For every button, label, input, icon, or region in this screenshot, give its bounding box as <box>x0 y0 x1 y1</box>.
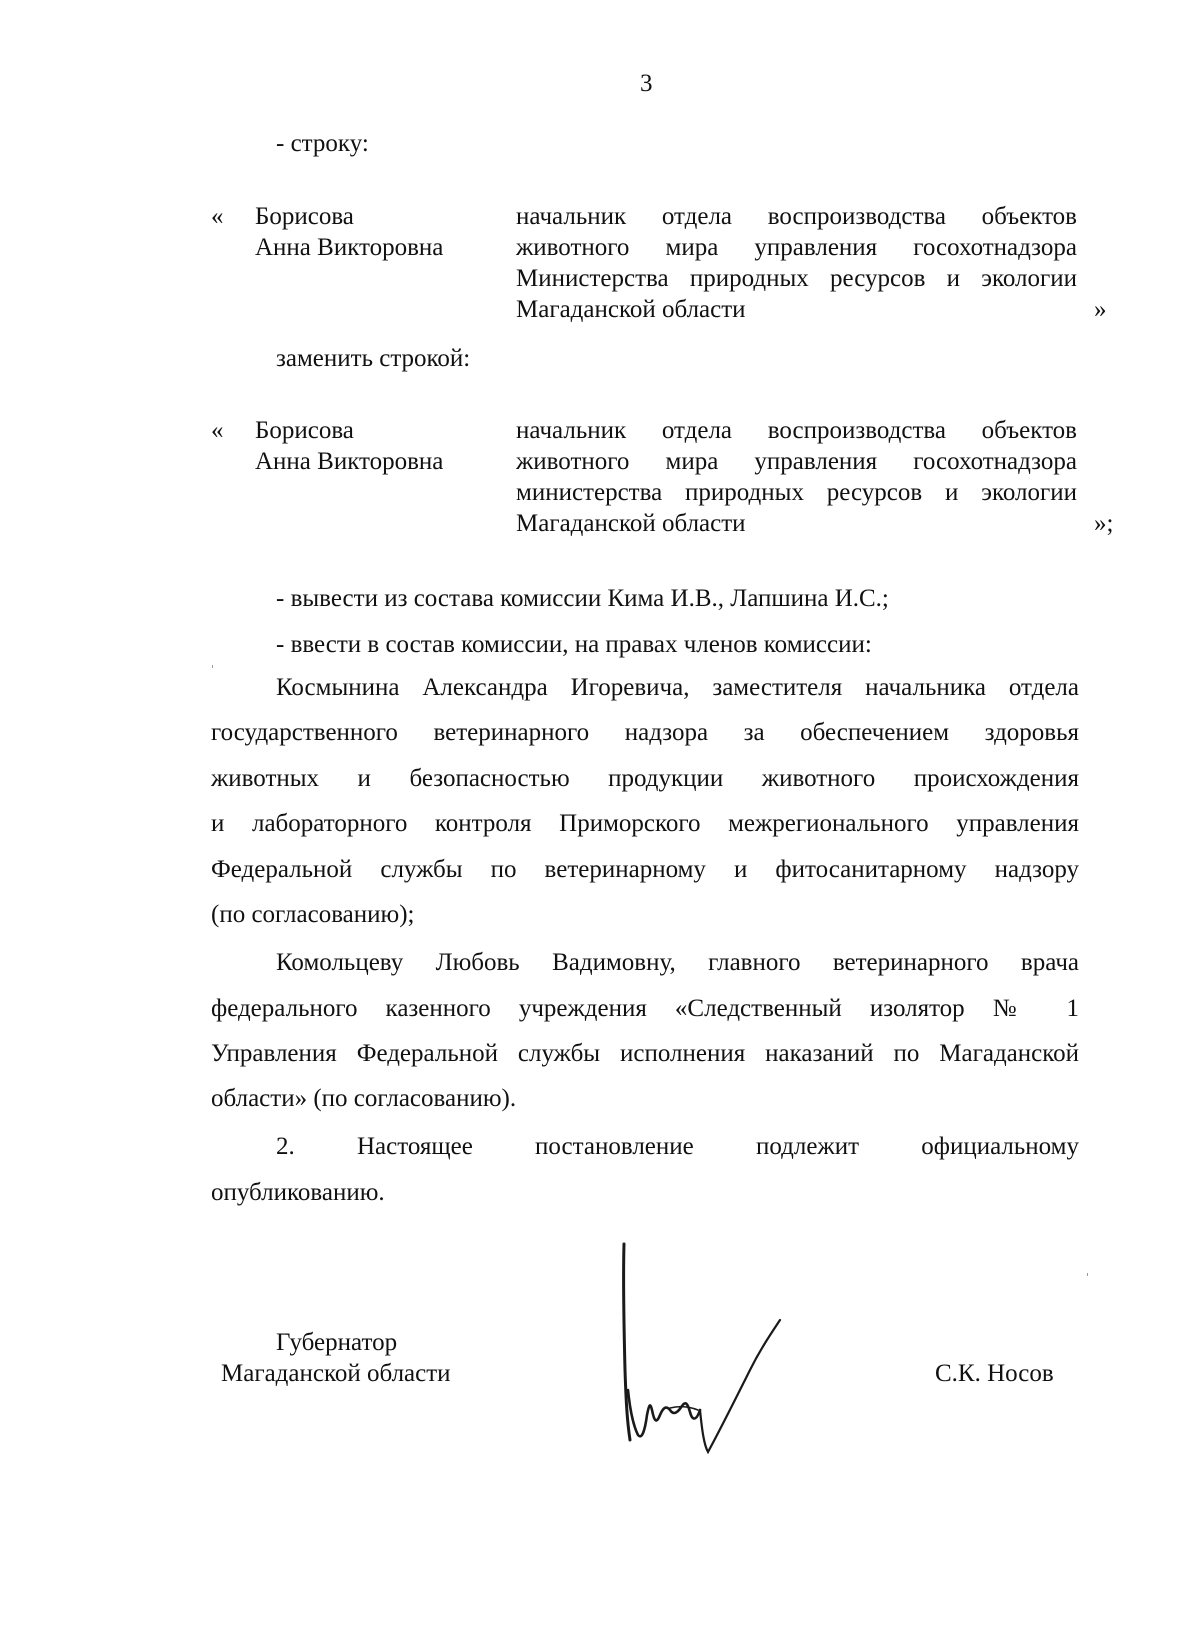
open-quote: « <box>211 203 224 230</box>
signatory-region: Магаданской области <box>221 1360 451 1387</box>
paragraph-first-line: Космынина Александра Игоревича, заместителя начальника отдела <box>276 674 1079 701</box>
signatory-name: С.К. Носов <box>935 1360 1054 1387</box>
entry-surname: Борисова <box>255 417 354 444</box>
scan-speck <box>212 665 213 668</box>
position-line: Министерства природных ресурсов и экологии <box>516 265 1077 292</box>
entry-position <box>516 415 1077 508</box>
position-line: Магаданской области <box>516 296 746 323</box>
line-vyvesti: - вывести из состава комиссии Кима И.В., Лапшина И.С.; <box>276 585 889 612</box>
position-line: министерства природных ресурсов и экологии <box>516 479 1077 506</box>
paragraph-line: Управления Федеральной службы исполнения наказаний по Магаданской <box>211 1040 1079 1067</box>
paragraph-last-line: (по согласованию); <box>211 901 415 928</box>
paragraph-last-line: области» (по согласованию). <box>211 1085 517 1112</box>
scan-speck <box>1087 1273 1088 1276</box>
paragraph-first-line: 2. Настоящее постановление подлежит официальному <box>276 1133 1079 1160</box>
paragraph-last-line: опубликованию. <box>211 1179 385 1206</box>
paragraph-line: и лабораторного контроля Приморского межрегионального управления <box>211 810 1079 837</box>
paragraph-line: государственного ветеринарного надзора за обеспечением здоровья <box>211 719 1079 746</box>
signatory-title: Губернатор <box>276 1329 398 1356</box>
entry-position <box>516 201 1077 294</box>
line-zamenit: заменить строкой: <box>276 345 471 372</box>
page-number: 3 <box>640 70 653 97</box>
position-line: животного мира управления госохотнадзора <box>516 448 1077 475</box>
paragraph-line: федерального казенного учреждения «Следственный изолятор № 1 <box>211 995 1079 1022</box>
line-stroku: - строку: <box>276 130 369 157</box>
close-quote: »; <box>1094 510 1114 537</box>
entry-surname: Борисова <box>255 203 354 230</box>
close-quote: » <box>1094 296 1107 323</box>
entry-given-name: Анна Викторовна <box>255 448 444 475</box>
open-quote: « <box>211 417 224 444</box>
entry-given-name: Анна Викторовна <box>255 234 444 261</box>
paragraph-line: животных и безопасностью продукции животного происхождения <box>211 765 1079 792</box>
paragraph-line: Федеральной службы по ветеринарному и фитосанитарному надзору <box>211 856 1079 883</box>
position-line: начальник отдела воспроизводства объектов <box>516 417 1077 444</box>
position-line: животного мира управления госохотнадзора <box>516 234 1077 261</box>
position-line: Магаданской области <box>516 510 746 537</box>
paragraph-first-line: Комольцеву Любовь Вадимовну, главного ветеринарного врача <box>276 949 1079 976</box>
line-vvesti: - ввести в состав комиссии, на правах членов комиссии: <box>276 631 872 658</box>
handwritten-signature <box>600 1240 820 1470</box>
position-line: начальник отдела воспроизводства объектов <box>516 203 1077 230</box>
